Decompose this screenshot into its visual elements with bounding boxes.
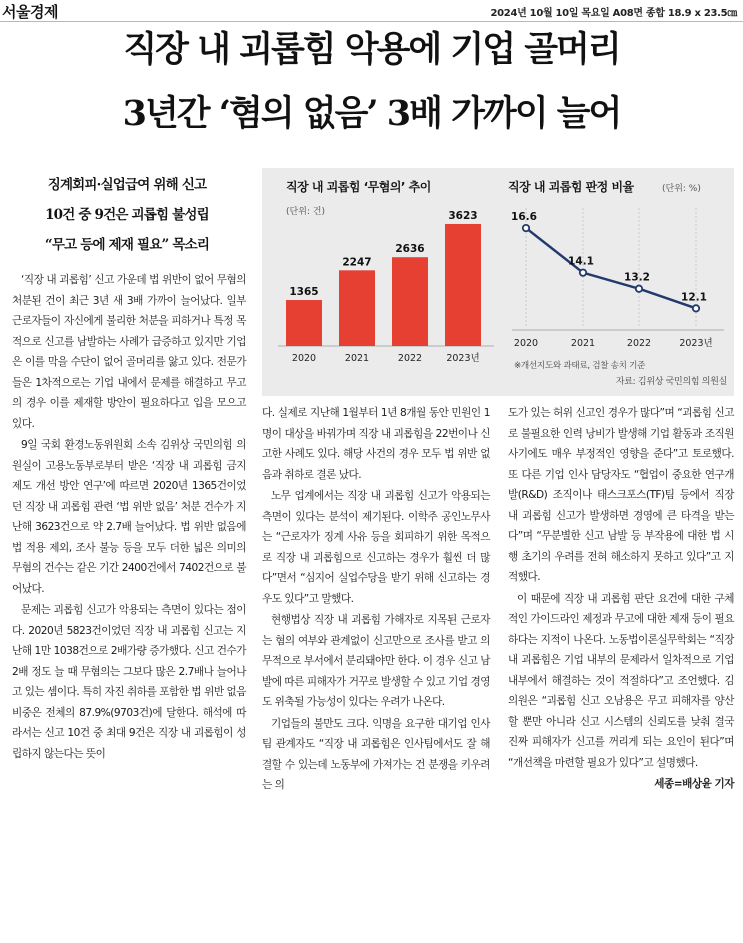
line-chart-unit: (단위: %) [662,184,701,194]
article-paragraph: 도가 있는 허위 신고인 경우가 많다”며 “괴롭힘 신고로 불필요한 인력 낭비가 발생해 기업 활동과 조직원 사기에도 매우 부정적인 영향을 준다”고 토로했다. 또 다른 기업 인사 담당자도 “협업이 중요한 연구개발(R&D) 조직이나 태스크포스(TF)팀 등에서 직장 내 괴롭힘 신고가 발생하면 경영에 큰 타격을 받는다”며 “무분별한 신고 남발 등 부작용에 대한 법 시행 초기의 우려를 전혀 해소하지 못하고 있다”고 지적했다. [508,407,734,583]
bar-2023 [445,224,481,346]
line-value-label: 14.1 [568,255,594,268]
line-category-label: 2021 [570,338,596,349]
line-series [526,228,696,308]
byline: 세종=배상윤 기자 [654,778,734,790]
article-column-2 [262,403,490,797]
article-column-1 [12,270,246,765]
line-value-label: 13.2 [624,271,650,284]
paper-name: 서울경제 [2,3,58,21]
bar-chart-unit: (단위: 건) [286,207,325,217]
line-chart-title: 직장 내 괴롭힘 판정 비율 [508,180,634,194]
article-paragraph: 9일 국회 환경노동위원회 소속 김위상 국민의힘 의원실이 고용노동부로부터 받은 ‘직장 내 괴롭힘 금지 제도 개선 방안 연구’에 따르면 2020년 1365건이었던 직장 내 괴롭힘 관련 ‘법 위반 없음’ 처분 건수가 지난해 3623건으로 약 2.7배 늘어났다. 법 위반 없음에 법 적용 제외, 조사 불능 등을 모두 더한 넓은 의미의 무혐의 건수는 같은 기간 2400건에서 7402건으로 불어났다. [12,439,246,595]
line-point-2023 [693,305,699,311]
article-paragraph: 문제는 괴롭힘 신고가 악용되는 측면이 있다는 점이다. 2020년 5823건이었던 직장 내 괴롭힘 신고는 지난해 1만 1038건으로 2배가량 증가했다. 신고 건수가 2배 정도 늘 때 무혐의는 그보다 많은 2.7배나 늘어나고 있는 셈이다. 특히 자진 취하를 포함한 법 위반 없음 비중은 전체의 87.9%(9703건)에 달한다. 해석에 따라서는 신고 10건 중 최대 9건은 직장 내 괴롭힘이 성립하지 않는다는 뜻이 [12,604,246,760]
line-value-label: 12.1 [681,291,707,304]
bar-chart-title: 직장 내 괴롭힘 ‘무혐의’ 추이 [286,180,431,194]
article-paragraph: 이 때문에 직장 내 괴롭힘 판단 요건에 대한 구체적인 가이드라인 제정과 무고에 대한 제재 등이 필요하다는 지적이 나온다. 노동법이론실무학회는 “직장 내 괴롭힘은 기업 내부의 문제라서 일차적으로 기업 내부에서 해결하는 것이 적절하다”고 조언했다. 김 의원은 “괴롭힘 신고 오남용은 무고 피해자를 양산할 뿐만 아니라 신고 시스템의 신뢰도를 낮춰 결국 진짜 피해자가 신고를 꺼리게 되는 요인이 된다”며 “개선책을 마련할 필요가 있다”고 설명했다. [508,592,734,769]
chart-svg [262,168,734,396]
line-category-label: 2023년 [679,338,713,349]
bar-category-label: 2023년 [446,353,480,364]
bar-2021 [339,270,375,346]
chart-graphic [262,168,734,396]
bar-2020 [286,300,322,346]
issue-info: 2024년 10월 10일 목요일 A08면 종합 18.9 x 23.5㎝ [490,8,737,19]
article-column-3 [508,403,734,795]
line-category-label: 2022 [626,338,652,349]
headline-line-1: 직장 내 괴롭힘 악용에 기업 골머리 [123,29,620,70]
line-chart-note: ※개선지도와 과태료, 검찰 송치 기준 [514,361,646,371]
subheadlines [22,170,232,260]
article-paragraph: ‘직장 내 괴롭힘’ 신고 가운데 법 위반이 없어 무혐의 처분된 건이 최근 3년 새 3배 가까이 늘어났다. 일부 근로자들이 자신에게 불리한 처분을 피하거나 특정 목적으로 신고를 남발하는 사례가 급증하고 있지만 기업은 이를 막을 수단이 없어 골머리를 앓고 있다. 전문가들은 1차적으로는 기업 내에서 문제를 해결하고 무고의 경우 이를 제재할 방안이 필요하다고 입을 모으고 있다. [12,274,246,430]
line-category-label: 2020 [513,338,539,349]
bar-value-label: 2247 [342,256,372,269]
line-point-2020 [523,225,529,231]
subheadline: “무고 등에 제재 필요” 목소리 [44,237,210,253]
article-paragraph: 다. 실제로 지난해 1월부터 1년 8개월 동안 민원인 1명이 대상을 바꿔가며 직장 내 괴롭힘을 22번이나 신고한 사례도 있다. 해당 사건의 경우 모두 법 위반 없음과 취하로 결론 났다. [262,407,490,481]
line-point-2021 [580,269,586,275]
bar-2022 [392,257,428,346]
bar-category-label: 2021 [344,353,370,364]
bar-value-label: 2636 [395,243,425,256]
line-value-label: 16.6 [511,211,537,224]
article-paragraph: 현행법상 직장 내 괴롭힘 가해자로 지목된 근로자는 혐의 여부와 관계없이 신고만으로 조사를 받고 의무적으로 부서에서 분리돼야만 한다. 이 경우 신고 남발에 따른 피해자가 거꾸로 발생할 수 있고 기업 경영도 위축될 가능성이 있다는 우려가 나온다. [262,614,490,708]
headline-line-2: 3년간 ‘혐의 없음’ 3배 가까이 늘어 [122,93,621,134]
bar-value-label: 1365 [289,286,319,299]
article-paragraph: 노무 업계에서는 직장 내 괴롭힘 신고가 악용되는 측면이 있다는 분석이 제기된다. 이학주 공인노무사는 “근로자가 징계 사유 등을 회피하기 위한 목적으로 직장 내 괴롭힘으로 신고하는 경우가 훨씬 더 많다”면서 “심지어 실업수당을 받기 위해 신고하는 경우도 있다”고 말했다. [262,490,490,605]
line-point-2022 [636,286,642,292]
subheadline: 10건 중 9건은 괴롭힘 불성립 [45,207,209,223]
bar-value-label: 3623 [448,209,478,222]
subheadline: 징계회피·실업급여 위해 신고 [47,177,207,193]
bar-category-label: 2020 [291,353,317,364]
bar-category-label: 2022 [397,353,423,364]
article-paragraph: 기업들의 불만도 크다. 익명을 요구한 대기업 인사팀 관계자도 “직장 내 괴롭힘은 인사팀에서도 잘 해결할 수 있는데 노동부에 가져가는 건 분쟁을 키우려는 의 [262,717,490,791]
chart-source: 자료: 김위상 국민의힘 의원실 [615,377,727,387]
masthead [0,0,743,22]
